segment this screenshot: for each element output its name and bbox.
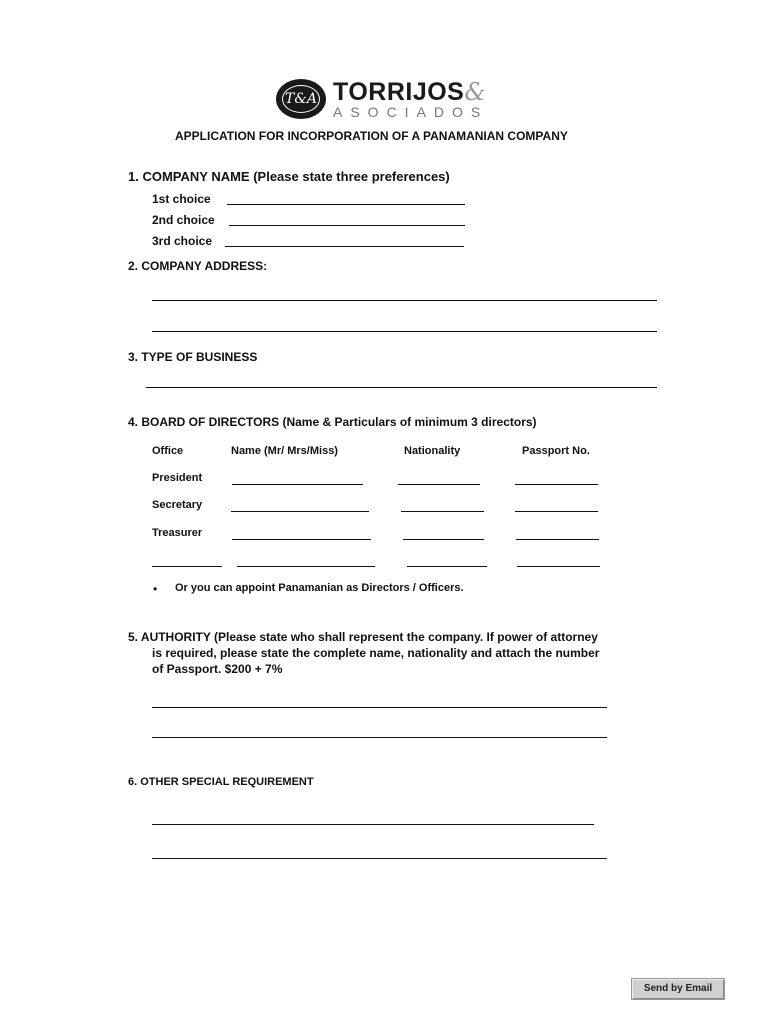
logo-name [333, 78, 486, 107]
choice-1-label: 1st choice [152, 192, 211, 206]
choice-3-label: 3rd choice [152, 234, 213, 248]
address-field-2[interactable] [152, 331, 657, 332]
secretary-nationality-field[interactable] [401, 511, 484, 512]
treasurer-passport-field[interactable] [516, 539, 599, 540]
section-authority-label-1: 5. AUTHORITY (Please state who shall represent the company. If power of attorney [128, 630, 598, 644]
header-passport: Passport No. [522, 445, 590, 457]
office-treasurer-label: Treasurer [152, 527, 203, 539]
section-authority-label-2: is required, please state the complete name, nationality and attach the number [152, 646, 600, 660]
authority-field-1[interactable] [152, 707, 607, 708]
office-president-label: President [152, 472, 203, 484]
choice-3-field[interactable] [225, 246, 464, 247]
section-special-requirement-label: 6. OTHER SPECIAL REQUIREMENT [128, 776, 314, 788]
address-field-1[interactable] [152, 300, 657, 301]
special-requirement-field-1[interactable] [152, 824, 594, 825]
president-nationality-field[interactable] [398, 484, 480, 485]
section-authority-label-3: of Passport. $200 + 7% [152, 662, 283, 676]
treasurer-name-field[interactable] [232, 539, 371, 540]
choice-2-label: 2nd choice [152, 213, 215, 227]
treasurer-nationality-field[interactable] [403, 539, 484, 540]
section-company-name-label: 1. COMPANY NAME (Please state three preferences) [128, 169, 450, 184]
header-office: Office [152, 445, 184, 457]
page-title: APPLICATION FOR INCORPORATION OF A PANAMANIAN COMPANY [175, 129, 568, 143]
logo-name-text: TORRIJOS [333, 78, 465, 106]
logo-ampersand: & [464, 78, 487, 106]
header-name: Name (Mr/ Mrs/Miss) [231, 445, 338, 457]
extra-nationality-field[interactable] [407, 566, 487, 567]
extra-office-field[interactable] [152, 566, 222, 567]
logo-subtitle: ASOCIADOS [333, 104, 489, 120]
extra-passport-field[interactable] [517, 566, 600, 567]
choice-2-field[interactable] [229, 225, 465, 226]
logo-emblem [276, 79, 326, 119]
choice-1-field[interactable] [227, 204, 465, 205]
section-directors-label: 4. BOARD OF DIRECTORS (Name & Particulars of minimum 3 directors) [128, 415, 537, 429]
office-secretary-label: Secretary [152, 499, 203, 511]
header-nationality: Nationality [404, 445, 461, 457]
directors-note: Or you can appoint Panamanian as Directors / Officers. [175, 582, 464, 594]
business-type-field[interactable] [146, 387, 657, 388]
extra-name-field[interactable] [237, 566, 375, 567]
authority-field-2[interactable] [152, 737, 607, 738]
send-by-email-button[interactable]: Send by Email [631, 978, 725, 1000]
bullet-icon: • [153, 582, 158, 596]
secretary-passport-field[interactable] [515, 511, 598, 512]
section-address-label: 2. COMPANY ADDRESS: [128, 259, 268, 273]
secretary-name-field[interactable] [231, 511, 369, 512]
president-passport-field[interactable] [515, 484, 598, 485]
section-business-type-label: 3. TYPE OF BUSINESS [128, 350, 258, 364]
logo-monogram: T&A [282, 85, 320, 113]
president-name-field[interactable] [232, 484, 363, 485]
special-requirement-field-2[interactable] [152, 858, 607, 859]
